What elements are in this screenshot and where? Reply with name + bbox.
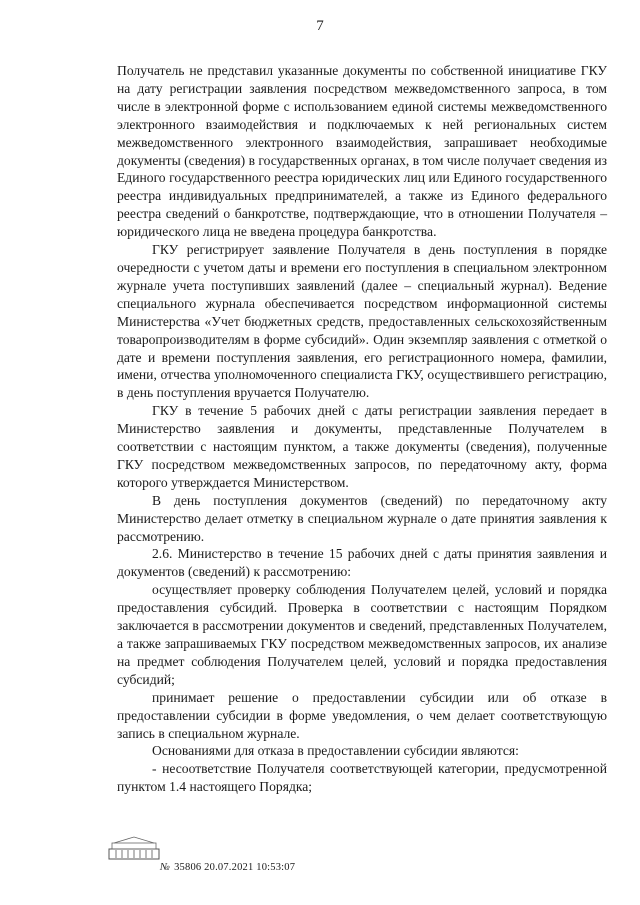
page-number: 7 (316, 18, 324, 34)
paragraph: Получатель не представил указанные документы по собственной инициативе ГКУ на дату регистрации заявления посредством межведомственного запроса, в том числе в электронной форме с использованием единой системы межведомственного электронного взаимодействия и подключаемых к ней региональных систем межведомственного электронного взаимодействия, запрашивает необходимые документы (сведения) в государственных органах, в том числе получает сведения из Единого государственного реестра юридических лиц или Единого государственного реестра индивидуальных предпринимателей, а также из Единого федерального реестра сведений о банкротстве, подтверждающие, что в отношении Получателя – юридического лица не введена процедура банкротства. (117, 63, 607, 240)
paragraph: - несоответствие Получателя соответствующей категории, предусмотренной пунктом 1.4 настоящего Порядка; (117, 761, 607, 795)
paragraph: ГКУ регистрирует заявление Получателя в день поступления в порядке очередности с учетом даты и времени его поступления в специальном электронном журнале учета поступивших заявлений (далее – специальный журнал). Ведение специального журнала обеспечивается посредством информационной системы Министерства «Учет бюджетных средств, предоставленных сельскохозяйственным товаропроизводителям в форме субсидий». Один экземпляр заявления с отметкой о дате и времени поступления заявления, его регистрационного номера, фамилии, имени, отчества уполномоченного специалиста ГКУ, осуществившего регистрацию, в день поступления вручается Получателю. (117, 242, 607, 401)
number-sign: № (160, 862, 171, 873)
paragraph: осуществляет проверку соблюдения Получателем целей, условий и порядка предоставления субсидий. Проверка в соответствии с настоящим Порядком заключается в рассмотрении документов и сведений, представленных Получателем, а также запрашиваемых ГКУ посредством межведомственных запросов, их анализе на предмет соблюдения Получателем целей, условий и порядка предоставления субсидий; (117, 582, 607, 687)
paragraph: 2.6. Министерство в течение 15 рабочих дней с даты принятия заявления и документов (сведений) к рассмотрению: (117, 546, 607, 580)
document-footer (160, 862, 295, 873)
paragraph: ГКУ в течение 5 рабочих дней с даты регистрации заявления передает в Министерство заявления и документы, представленные Получателем в соответствии с настоящим пунктом, а также документы (сведения), полученные ГКУ посредством межведомственных запросов, по передаточному акту, форма которого утверждается Министерством. (117, 403, 607, 490)
document-body (117, 62, 607, 796)
paragraph: В день поступления документов (сведений) по передаточному акту Министерство делает отметку в специальном журнале о дате принятия заявления к рассмотрению. (117, 492, 607, 544)
paragraph: принимает решение о предоставлении субсидии или об отказе в предоставлении субсидии в форме уведомления, о чем делает соответствующую запись в специальном журнале. (117, 689, 607, 741)
building-stamp-icon (108, 835, 160, 861)
document-id-timestamp: 35806 20.07.2021 10:53:07 (174, 862, 296, 873)
paragraph: Основаниями для отказа в предоставлении субсидии являются: (152, 743, 519, 759)
